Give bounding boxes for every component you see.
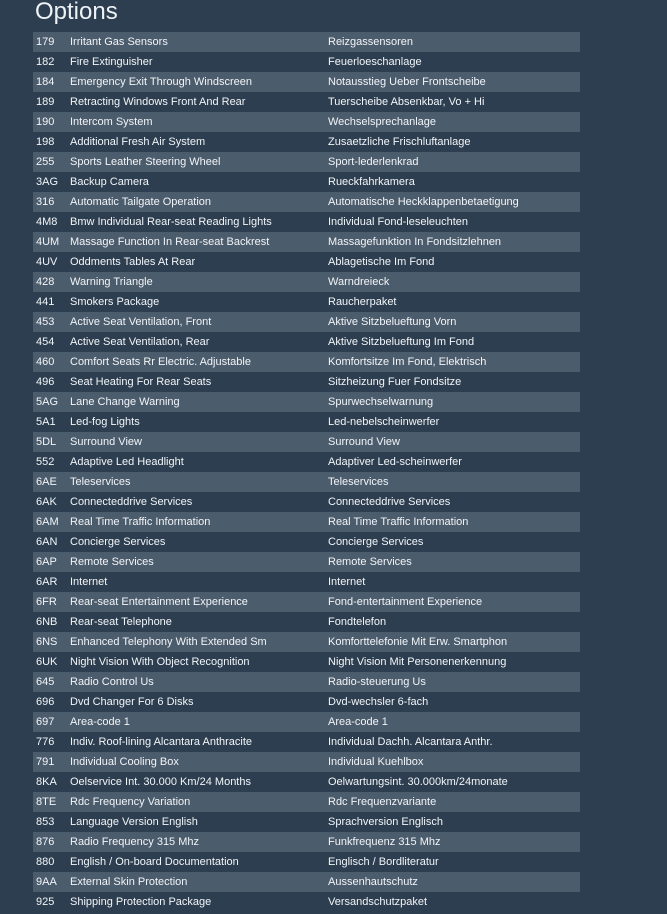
option-code: 3AG — [36, 176, 59, 188]
option-row — [33, 112, 580, 132]
option-name-english: Active Seat Ventilation, Rear — [70, 336, 210, 348]
option-name-english: Remote Services — [70, 556, 154, 568]
option-row — [33, 752, 580, 772]
option-code: 179 — [36, 36, 55, 48]
option-name-english: Smokers Package — [70, 296, 160, 308]
option-code: 697 — [36, 716, 55, 728]
option-name-german: Massagefunktion In Fondsitzlehnen — [328, 236, 502, 248]
option-row — [33, 812, 580, 832]
option-code: 453 — [36, 316, 55, 328]
option-row — [33, 772, 580, 792]
option-row — [33, 72, 580, 92]
option-name-german: Feuerloeschanlage — [328, 56, 422, 68]
option-code: 198 — [36, 136, 55, 148]
option-name-english: Led-fog Lights — [70, 416, 140, 428]
option-name-german: Led-nebelscheinwerfer — [328, 416, 440, 428]
option-name-german: Funkfrequenz 315 Mhz — [328, 836, 441, 848]
option-code: 5AG — [36, 396, 59, 408]
option-code: 189 — [36, 96, 55, 108]
option-code: 5A1 — [36, 416, 56, 428]
option-row — [33, 352, 580, 372]
option-name-english: Rdc Frequency Variation — [70, 796, 191, 808]
option-code: 645 — [36, 676, 55, 688]
option-name-german: Komfortsitze Im Fond, Elektrisch — [328, 356, 487, 368]
option-name-german: Fond-entertainment Experience — [328, 596, 483, 608]
option-name-german: Sitzheizung Fuer Fondsitze — [328, 376, 462, 388]
option-row — [33, 592, 580, 612]
option-name-german: Komforttelefonie Mit Erw. Smartphon — [328, 636, 508, 648]
option-row — [33, 852, 580, 872]
option-name-german: Versandschutzpaket — [328, 896, 428, 908]
option-row — [33, 132, 580, 152]
option-name-german: Automatische Heckklappenbetaetigung — [328, 196, 519, 208]
option-code: 853 — [36, 816, 55, 828]
option-code: 255 — [36, 156, 55, 168]
option-name-english: External Skin Protection — [70, 876, 188, 888]
option-code: 6NB — [36, 616, 58, 628]
option-name-english: Rear-seat Entertainment Experience — [70, 596, 248, 608]
option-name-english: Intercom System — [70, 116, 153, 128]
option-name-german: Sprachversion Englisch — [328, 816, 443, 828]
option-name-english: Individual Cooling Box — [70, 756, 179, 768]
option-row — [33, 472, 580, 492]
option-name-english: Language Version English — [70, 816, 198, 828]
option-row — [33, 432, 580, 452]
option-code: 6AP — [36, 556, 57, 568]
option-row — [33, 832, 580, 852]
option-name-german: Sport-lederlenkrad — [328, 156, 419, 168]
option-row — [33, 692, 580, 712]
option-name-german: Rueckfahrkamera — [328, 176, 415, 188]
option-row — [33, 92, 580, 112]
option-name-english: Shipping Protection Package — [70, 896, 212, 908]
option-row — [33, 32, 580, 52]
option-code: 6AR — [36, 576, 58, 588]
option-name-english: Radio Frequency 315 Mhz — [70, 836, 200, 848]
option-name-german: Aussenhautschutz — [328, 876, 418, 888]
option-name-english: English / On-board Documentation — [70, 856, 239, 868]
option-name-german: Concierge Services — [328, 536, 424, 548]
option-name-english: Night Vision With Object Recognition — [70, 656, 250, 668]
option-name-english: Dvd Changer For 6 Disks — [70, 696, 194, 708]
option-row — [33, 552, 580, 572]
option-name-german: Reizgassensoren — [328, 36, 413, 48]
option-code: 428 — [36, 276, 55, 288]
option-name-english: Emergency Exit Through Windscreen — [70, 76, 252, 88]
option-row — [33, 212, 580, 232]
option-name-english: Active Seat Ventilation, Front — [70, 316, 212, 328]
option-name-german: Remote Services — [328, 556, 412, 568]
option-name-english: Concierge Services — [70, 536, 166, 548]
option-name-german: Rdc Frequenzvariante — [328, 796, 437, 808]
option-row — [33, 612, 580, 632]
option-code: 4UM — [36, 236, 60, 248]
option-name-german: Individual Kuehlbox — [328, 756, 424, 768]
option-code: 184 — [36, 76, 55, 88]
option-row — [33, 152, 580, 172]
option-code: 6FR — [36, 596, 57, 608]
option-row — [33, 652, 580, 672]
option-row — [33, 292, 580, 312]
option-row — [33, 572, 580, 592]
option-row — [33, 872, 580, 892]
option-row — [33, 452, 580, 472]
option-name-german: Radio-steuerung Us — [328, 676, 426, 688]
option-code: 182 — [36, 56, 55, 68]
option-row — [33, 412, 580, 432]
option-code: 880 — [36, 856, 55, 868]
options-table — [33, 32, 580, 912]
option-name-english: Retracting Windows Front And Rear — [70, 96, 246, 108]
option-name-german: Individual Fond-leseleuchten — [328, 216, 469, 228]
option-row — [33, 792, 580, 812]
option-name-german: Individual Dachh. Alcantara Anthr. — [328, 736, 493, 748]
option-row — [33, 732, 580, 752]
option-code: 8TE — [36, 796, 57, 808]
option-name-german: Teleservices — [328, 476, 389, 488]
option-code: 9AA — [36, 876, 57, 888]
option-code: 791 — [36, 756, 55, 768]
option-code: 5DL — [36, 436, 57, 448]
option-name-german: Tuerscheibe Absenkbar, Vo + Hi — [328, 96, 485, 108]
option-row — [33, 392, 580, 412]
option-code: 441 — [36, 296, 55, 308]
option-row — [33, 332, 580, 352]
option-name-german: Adaptiver Led-scheinwerfer — [328, 456, 462, 468]
option-name-german: Oelwartungsint. 30.000km/24monate — [328, 776, 508, 788]
option-row — [33, 232, 580, 252]
option-name-english: Radio Control Us — [70, 676, 154, 688]
option-code: 460 — [36, 356, 55, 368]
option-name-german: Night Vision Mit Personenerkennung — [328, 656, 507, 668]
option-code: 454 — [36, 336, 55, 348]
option-name-english: Automatic Tailgate Operation — [70, 196, 212, 208]
option-code: 6AN — [36, 536, 58, 548]
option-name-english: Connecteddrive Services — [70, 496, 193, 508]
option-name-german: Englisch / Bordliteratur — [328, 856, 439, 868]
option-row — [33, 272, 580, 292]
option-name-german: Zusaetzliche Frischluftanlage — [328, 136, 471, 148]
option-name-english: Real Time Traffic Information — [70, 516, 211, 528]
option-name-english: Oddments Tables At Rear — [70, 256, 196, 268]
option-name-english: Oelservice Int. 30.000 Km/24 Months — [70, 776, 251, 788]
option-name-english: Seat Heating For Rear Seats — [70, 376, 212, 388]
option-name-english: Comfort Seats Rr Electric. Adjustable — [70, 356, 251, 368]
option-name-english: Warning Triangle — [70, 276, 153, 288]
option-code: 190 — [36, 116, 55, 128]
option-name-german: Raucherpaket — [328, 296, 397, 308]
option-row — [33, 532, 580, 552]
option-name-german: Wechselsprechanlage — [328, 116, 437, 128]
option-row — [33, 712, 580, 732]
option-name-english: Area-code 1 — [70, 716, 130, 728]
option-name-english: Enhanced Telephony With Extended Sm — [70, 636, 267, 648]
option-name-german: Aktive Sitzbelueftung Im Fond — [328, 336, 475, 348]
option-code: 552 — [36, 456, 55, 468]
option-name-english: Backup Camera — [70, 176, 149, 188]
option-name-english: Rear-seat Telephone — [70, 616, 172, 628]
option-row — [33, 492, 580, 512]
option-code: 6UK — [36, 656, 58, 668]
option-code: 316 — [36, 196, 55, 208]
option-row — [33, 312, 580, 332]
option-row — [33, 252, 580, 272]
option-code: 925 — [36, 896, 55, 908]
option-code: 6NS — [36, 636, 58, 648]
option-row — [33, 512, 580, 532]
option-name-english: Indiv. Roof-lining Alcantara Anthracite — [70, 736, 253, 748]
option-name-english: Additional Fresh Air System — [70, 136, 206, 148]
option-code: 4M8 — [36, 216, 58, 228]
option-name-english: Bmw Individual Rear-seat Reading Lights — [70, 216, 272, 228]
option-code: 6AM — [36, 516, 59, 528]
option-row — [33, 192, 580, 212]
option-name-german: Connecteddrive Services — [328, 496, 451, 508]
option-name-german: Real Time Traffic Information — [328, 516, 469, 528]
option-name-german: Aktive Sitzbelueftung Vorn — [328, 316, 457, 328]
option-row — [33, 172, 580, 192]
option-name-english: Lane Change Warning — [70, 396, 180, 408]
option-name-english: Surround View — [70, 436, 142, 448]
option-code: 876 — [36, 836, 55, 848]
option-row — [33, 672, 580, 692]
option-name-english: Adaptive Led Headlight — [70, 456, 184, 468]
option-name-german: Fondtelefon — [328, 616, 387, 628]
page-title: Options — [35, 0, 118, 25]
option-code: 6AK — [36, 496, 57, 508]
option-name-german: Area-code 1 — [328, 716, 388, 728]
option-name-german: Ablagetische Im Fond — [328, 256, 435, 268]
option-name-german: Spurwechselwarnung — [328, 396, 434, 408]
option-row — [33, 892, 580, 912]
option-row — [33, 52, 580, 72]
option-name-german: Notausstieg Ueber Frontscheibe — [328, 76, 486, 88]
option-row — [33, 632, 580, 652]
option-code: 6AE — [36, 476, 57, 488]
option-name-german: Dvd-wechsler 6-fach — [328, 696, 429, 708]
option-name-english: Massage Function In Rear-seat Backrest — [70, 236, 270, 248]
option-code: 4UV — [36, 256, 58, 268]
option-name-english: Fire Extinguisher — [70, 56, 153, 68]
option-row — [33, 372, 580, 392]
option-code: 496 — [36, 376, 55, 388]
option-name-english: Internet — [70, 576, 108, 588]
option-name-german: Surround View — [328, 436, 400, 448]
option-name-german: Warndreieck — [328, 276, 390, 288]
option-name-english: Sports Leather Steering Wheel — [70, 156, 221, 168]
option-name-english: Teleservices — [70, 476, 131, 488]
option-name-german: Internet — [328, 576, 366, 588]
option-code: 8KA — [36, 776, 57, 788]
option-code: 776 — [36, 736, 55, 748]
option-name-english: Irritant Gas Sensors — [70, 36, 168, 48]
option-code: 696 — [36, 696, 55, 708]
